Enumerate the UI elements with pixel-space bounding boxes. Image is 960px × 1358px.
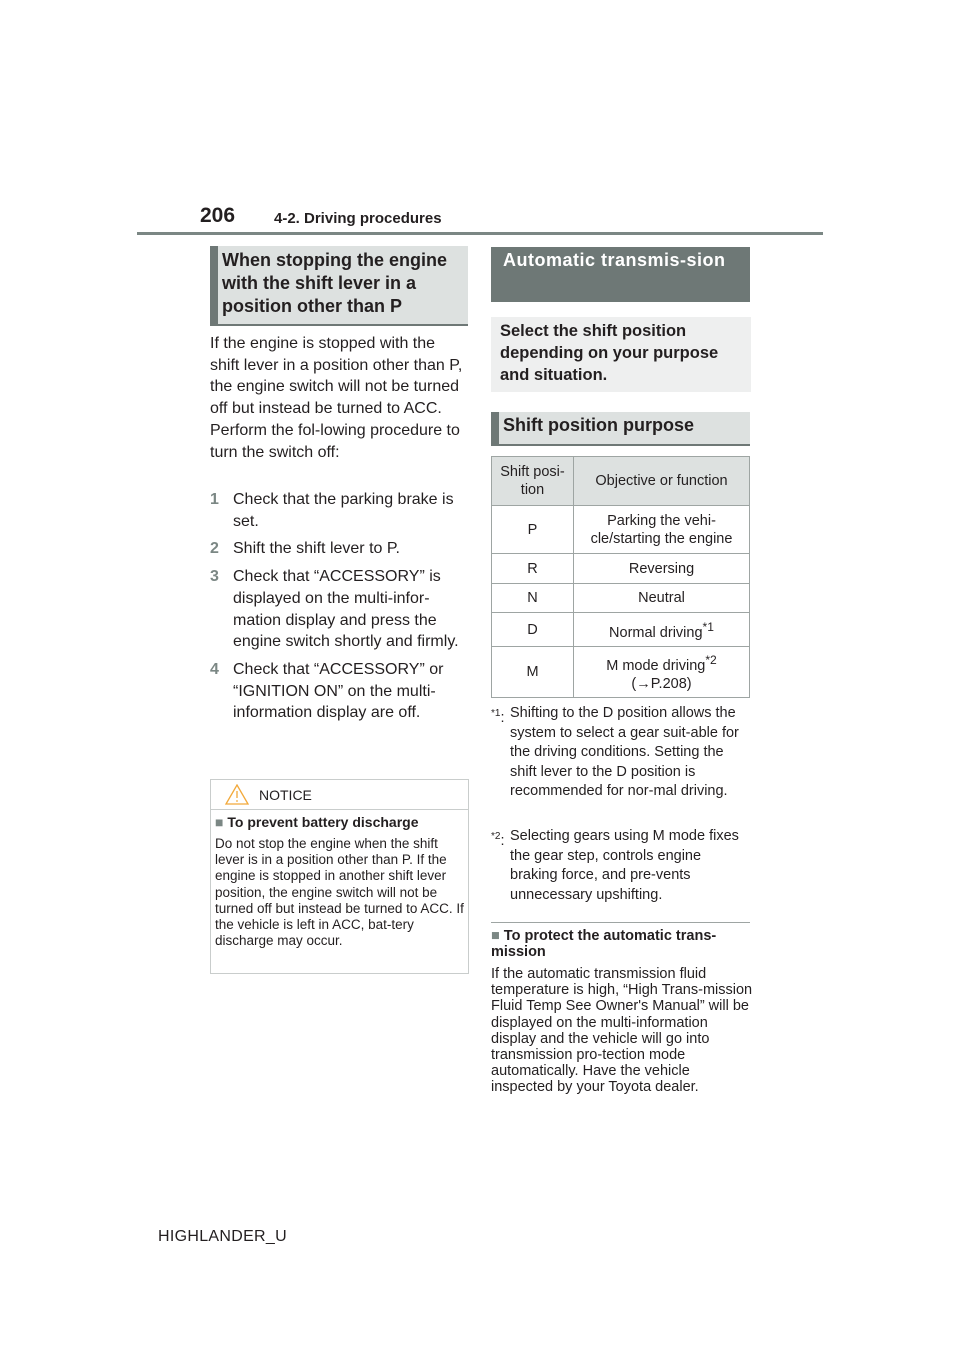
footnote-text: Shifting to the D position allows the system to select a gear suit-able for the driving conditions. Setting the shift lever to the D position is recommended for nor-mal driving.	[510, 705, 739, 799]
notice-title: NOTICE	[259, 787, 312, 803]
procedure-steps	[210, 489, 468, 730]
function-cell	[574, 613, 750, 647]
step-text: Shift the shift lever to P.	[233, 540, 400, 558]
table-row	[492, 506, 750, 554]
page-number: 206	[200, 204, 236, 227]
header-rule	[137, 232, 823, 235]
footnote-mark: *1	[491, 708, 501, 719]
square-bullet-icon: ■	[491, 928, 500, 944]
shift-position-cell: P	[492, 506, 574, 554]
footnote-1: $^{*1}$: Shifting to the D position allows the system to select a gear suit-able for the driving conditions. Setting the shift lever to the D position is recommended for nor-mal driving.	[491, 704, 751, 802]
function-text: M mode driving	[606, 657, 706, 674]
step-number: 3	[210, 568, 219, 586]
step-text: Check that the parking brake is set.	[233, 491, 454, 530]
footnote-ref: *2	[705, 653, 717, 668]
notice-subheading	[211, 810, 468, 830]
step-number: 1	[210, 491, 219, 508]
step-number: 2	[210, 540, 219, 558]
table-row	[492, 613, 750, 647]
function-cell	[574, 647, 750, 698]
table-row	[492, 584, 750, 613]
stopping-engine-heading: When stopping the engine with the shift lever in a position other than P	[210, 246, 468, 326]
step-3	[210, 566, 468, 653]
page-reference-link[interactable]: (→P.208)	[631, 675, 692, 692]
shift-position-purpose-heading: Shift position purpose	[491, 412, 750, 446]
footnote-text: Selecting gears using M mode fixes the gear step, controls engine braking force, and pre-vents unnecessary upshifting.	[510, 828, 739, 903]
section-title: 4-2. Driving procedures	[274, 210, 442, 227]
footnote-mark: *2	[491, 831, 501, 842]
automatic-transmission-heading: Automatic transmis-sion	[491, 247, 750, 302]
shift-position-table	[491, 456, 750, 698]
square-bullet-icon: ■	[215, 814, 224, 830]
step-number: 4	[210, 660, 219, 678]
shift-position-cell: D	[492, 613, 574, 647]
step-text: Check that “ACCESSORY” or “IGNITION ON” on the multi-information display are off.	[233, 660, 444, 722]
protect-transmission-heading	[491, 928, 750, 960]
model-footer: HIGHLANDER_U	[158, 1228, 287, 1245]
notice-body: Do not stop the engine when the shift lever is in a position other than P. If the engine is stopped in another shift lever position, the engine switch will not be turned off but instead be turned to ACC. If the vehicle is left in ACC, bat-tery discharge may occur.	[215, 836, 464, 949]
notice-header	[211, 780, 468, 810]
table-header-row	[492, 457, 750, 506]
step-1	[210, 489, 468, 532]
protect-heading-text: To protect the automatic trans-mission	[491, 928, 717, 960]
function-cell: Reversing	[574, 554, 750, 584]
table-row	[492, 554, 750, 584]
step-text: Check that “ACCESSORY” is displayed on the multi-infor-mation display and press the engine switch shortly and firmly.	[233, 568, 459, 651]
step-2	[210, 538, 468, 560]
intro-paragraph: If the engine is stopped with the shift lever in a position other than P, the engine switch will not be turned off but instead be turned to ACC. Perform the fol-lowing procedure to turn the switch off:	[210, 335, 463, 461]
shift-position-cell: R	[492, 554, 574, 584]
notice-subheading-text: To prevent battery discharge	[227, 814, 419, 830]
divider	[491, 922, 750, 923]
shift-position-cell: N	[492, 584, 574, 613]
step-4	[210, 659, 468, 724]
function-cell: Parking the vehi-cle/starting the engine	[574, 506, 750, 554]
shift-position-cell: M	[492, 647, 574, 698]
notice-box	[210, 779, 469, 974]
footnote-2: $^{*2}$: Selecting gears using M mode fixes the gear step, controls engine braking force, and pre-vents unnecessary upshifting.	[491, 827, 751, 905]
protect-transmission-body: If the automatic transmission fluid temperature is high, “High Trans-mission Fluid Temp See Owner's Manual” will be displayed on the multi-information display and the vehicle will go into transmission pro-tection mode automatically. Have the vehicle inspected by your Toyota dealer.	[491, 966, 753, 1096]
column-header: Shift posi-tion	[492, 457, 574, 506]
function-cell: Neutral	[574, 584, 750, 613]
lead-text: Select the shift position depending on your purpose and situation.	[491, 317, 751, 392]
footnote-ref: *1	[702, 619, 714, 634]
table-row	[492, 647, 750, 698]
function-text: Normal driving	[609, 624, 703, 641]
column-header: Objective or function	[574, 457, 750, 506]
warning-triangle-icon	[225, 784, 249, 805]
